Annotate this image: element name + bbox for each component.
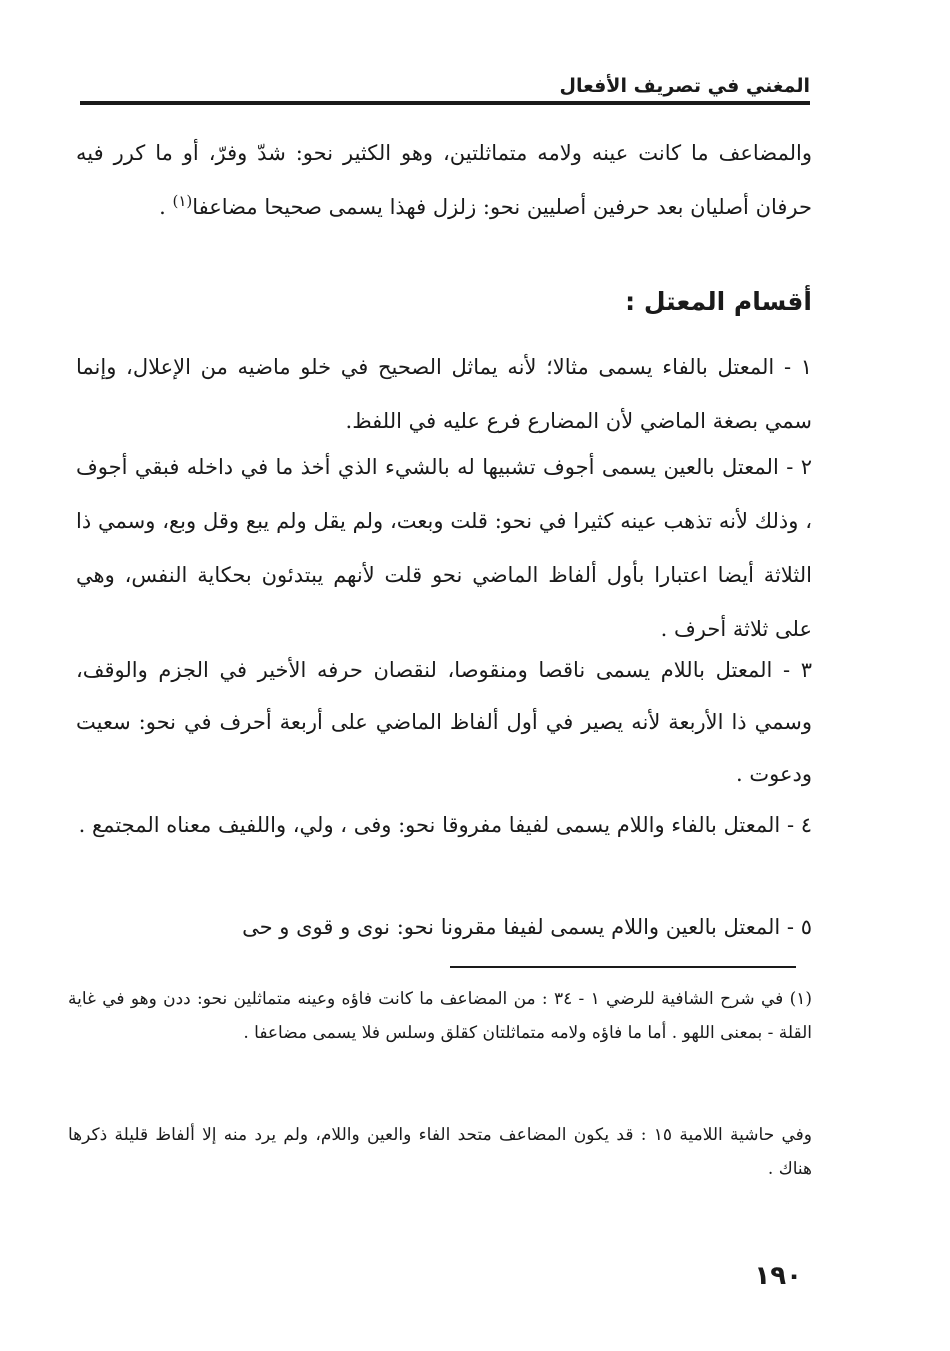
- section-5: ٥ - المعتل بالعين واللام يسمى لفيفا مقرونا نحو: نوى و قوى و حى: [242, 915, 812, 939]
- section-2: ٢ - المعتل بالعين يسمى أجوف تشبيها له بالشيء الذي أخذ ما في داخله فبقي أجوف ، وذلك لأنه تذهب عينه كثيرا في نحو: قلت وبعت، ولم يقل ولم يبع وقل وبع، وسمي ذا الثلاثة أيضا اعتبارا بأول ألفاظ الماضي نحو قلت لأنهم يبتدئون بحكاية النفس، وهي على ثلاثة أحرف .: [76, 455, 812, 641]
- footnote-1: (١) في شرح الشافية للرضي ١ - ٣٤ : من المضاعف ما كانت فاؤه وعينه متماثلين نحو: ددن وهو في غاية القلة - بمعنى اللهو . أما ما فاؤه ولامه متماثلتان كقلق وسلس فلا يسمى مضاعفا .: [68, 989, 812, 1043]
- intro-paragraph: [76, 126, 812, 234]
- section-heading: أقسام المعتل :: [625, 287, 812, 316]
- footnote-2: وفي حاشية اللامية ١٥ : قد يكون المضاعف متحد الفاء والعين واللام، ولم يرد منه إلا ألفاظ قليلة ذكرها هناك .: [68, 1125, 813, 1179]
- footnote-rule: [450, 966, 796, 968]
- section-3: ٣ - المعتل باللام يسمى ناقصا ومنقوصا، لنقصان حرفه الأخير في الجزم والوقف، وسمي ذا الأربعة لأنه يصير في أول ألفاظ الماضي على أربعة أحرف في نحو: سعيت ودعوت .: [76, 658, 812, 786]
- section-1: ١ - المعتل بالفاء يسمى مثالا؛ لأنه يماثل الصحيح في خلو ماضيه من الإعلال، وإنما سمي بصغة الماضي لأن المضارع فرع عليه في اللفظ.: [76, 355, 812, 433]
- page-number: ١٩٠: [754, 1261, 802, 1291]
- footnote-marker: (١): [172, 192, 193, 210]
- running-header: [80, 72, 810, 100]
- book-title: المغني في تصريف الأفعال: [559, 75, 810, 97]
- header-rule: [80, 101, 810, 105]
- intro-end: .: [159, 195, 173, 219]
- section-4: ٤ - المعتل بالفاء واللام يسمى لفيفا مفروقا نحو: وفى ، ولي، واللفيف معناه المجتمع .: [78, 813, 812, 837]
- intro-text: والمضاعف ما كانت عينه ولامه متماثلتين، وهو الكثير نحو: شدّ وفرّ، أو ما كرر فيه حرفان أصليان بعد حرفين أصليين نحو: زلزل فهذا يسمى صحيحا مضاعفا: [76, 141, 812, 219]
